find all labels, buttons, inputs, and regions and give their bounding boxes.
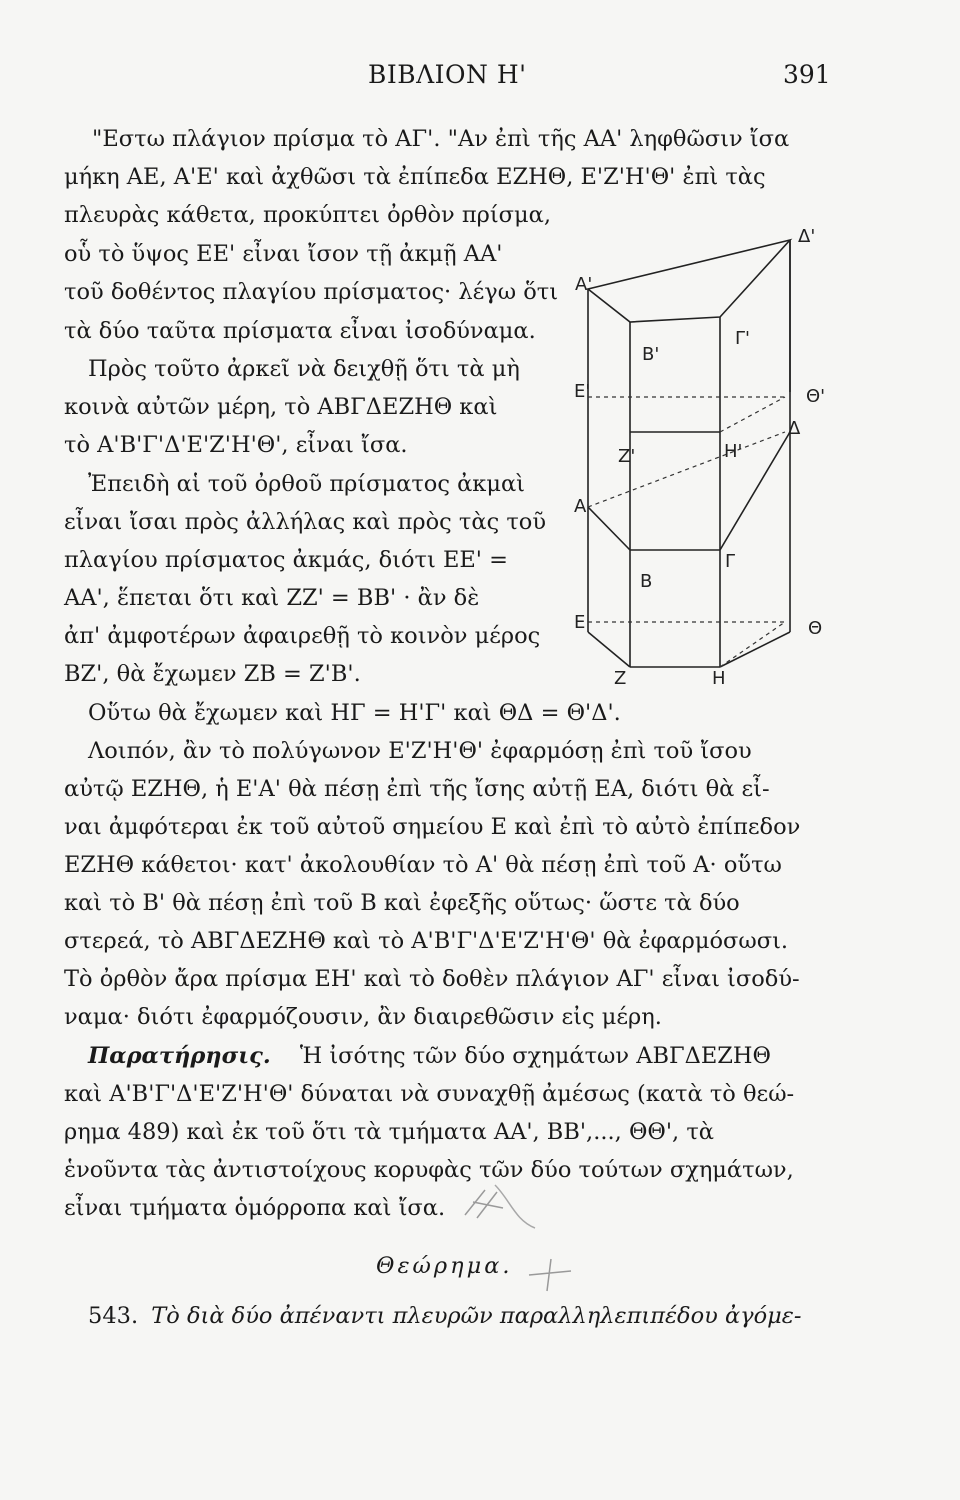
- text-line: ΒΖ', θὰ ἔχωμεν ΖΒ = Ζ'Β'.: [64, 661, 361, 687]
- label-E: E: [574, 612, 586, 633]
- text-line: Τὸ ὀρθὸν ἄρα πρίσμα ΕΗ' καὶ τὸ δοθὲν πλάγιον ΑΓ' εἶναι ἰσοδύ-: [64, 966, 800, 992]
- text-line: τὰ δύο ταῦτα πρίσματα εἶναι ἰσοδύναμα.: [64, 318, 536, 344]
- text-line: Λοιπόν, ἂν τὸ πολύγωνον Ε'Ζ'Η'Θ' ἐφαρμόσῃ ἐπὶ τοῦ ἴσου: [88, 738, 752, 764]
- text-line: πλαγίου πρίσματος ἀκμάς, διότι ΕΕ' =: [64, 547, 509, 573]
- text-line: ναμα· διότι ἐφαρμόζουσιν, ἂν διαιρεθῶσιν εἰς μέρη.: [64, 1004, 662, 1030]
- text-line: ναι ἀμφότεραι ἐκ τοῦ αὐτοῦ σημείου Ε καὶ ἐπὶ τὸ αὐτὸ ἐπίπεδον: [64, 814, 801, 840]
- label-Z: Z: [614, 668, 627, 689]
- label-H: H: [712, 668, 726, 689]
- text-line: κοινὰ αὐτῶν μέρη, τὸ ΑΒΓΔΕΖΗΘ καὶ: [64, 394, 498, 420]
- theorem-number: 543.: [88, 1303, 139, 1329]
- prism-figure: [560, 212, 850, 702]
- text-line: ἀπ' ἀμφοτέρων ἀφαιρεθῇ τὸ κοινὸν μέρος: [64, 623, 541, 649]
- theorem-line: [88, 1305, 801, 1328]
- text-line: ΕΖΗΘ κάθετοι· κατ' ἀκολουθίαν τὸ Α' θὰ πέσῃ ἐπὶ τοῦ Α· οὕτω: [64, 852, 782, 878]
- text-line: ΑΑ', ἕπεται ὅτι καὶ ΖΖ' = ΒΒ' · ἂν δὲ: [64, 585, 480, 611]
- running-header: ΒΙΒΛΙΟΝ Η': [368, 60, 527, 89]
- label-D-prime: Δ': [798, 226, 816, 247]
- text-line: πλευρὰς κάθετα, προκύπτει ὀρθὸν πρίσμα,: [64, 202, 551, 228]
- text-line: Πρὸς τοῦτο ἀρκεῖ νὰ δειχθῇ ὅτι τὰ μὴ: [88, 356, 520, 382]
- remark-text: Ἡ ἰσότης τῶν δύο σχημάτων ΑΒΓΔΕΖΗΘ: [299, 1043, 771, 1069]
- label-A-prime: A': [575, 274, 593, 295]
- text-line: τὸ Α'Β'Γ'Δ'Ε'Ζ'Η'Θ', εἶναι ἴσα.: [64, 432, 408, 458]
- text-line: μήκη ΑΕ, Α'Ε' καὶ ἀχθῶσι τὰ ἐπίπεδα ΕΖΗΘ, Ε'Ζ'Η'Θ' ἐπὶ τὰς: [64, 164, 766, 190]
- label-Th: Θ: [808, 618, 823, 639]
- label-Z-prime: Z': [618, 446, 636, 467]
- text-line: στερεά, τὸ ΑΒΓΔΕΖΗΘ καὶ τὸ Α'Β'Γ'Δ'Ε'Ζ'Η'Θ' θὰ ἐφαρμόσωσι.: [64, 928, 789, 954]
- edge-line: [588, 507, 630, 550]
- theorem-text: Τὸ διὰ δύο ἀπέναντι πλευρῶν παραλληλεπιπέδου ἀγόμε-: [151, 1303, 802, 1329]
- text-line: εἶναι ἴσαι πρὸς ἀλλήλας καὶ πρὸς τὰς τοῦ: [64, 509, 547, 535]
- edge-line: [588, 632, 630, 667]
- label-B: B: [640, 571, 653, 592]
- label-H-prime: H': [724, 441, 743, 462]
- prism-diagram: [560, 212, 850, 702]
- remark-line: [88, 1045, 771, 1068]
- label-Th-prime: Θ': [806, 386, 826, 407]
- text-line: ἑνοῦντα τὰς ἀντιστοίχους κορυφὰς τῶν δύο τούτων σχημάτων,: [64, 1157, 794, 1183]
- text-line: τοῦ δοθέντος πλαγίου πρίσματος· λέγω ὅτι: [64, 279, 559, 305]
- pencil-cross-mark: [525, 1255, 575, 1295]
- theorem-heading: Θεώρημα.: [376, 1253, 513, 1279]
- remark-label: Παρατήρησις.: [88, 1043, 271, 1069]
- dashed-line: [720, 622, 785, 667]
- label-G-prime: Γ': [735, 328, 750, 349]
- label-D: Δ: [788, 418, 801, 439]
- page-number: 391: [783, 60, 831, 89]
- label-A: A: [574, 496, 587, 517]
- label-E-prime: E': [574, 381, 591, 402]
- text-line: Οὕτω θὰ ἔχωμεν καὶ ΗΓ = Η'Γ' καὶ ΘΔ = Θ'Δ'.: [88, 700, 621, 726]
- edge-line: [720, 632, 790, 667]
- label-G: Γ: [725, 551, 736, 572]
- text-line: οὗ τὸ ὕψος ΕΕ' εἶναι ἴσον τῇ ἀκμῇ ΑΑ': [64, 241, 503, 267]
- text-line: "Εστω πλάγιον πρίσμα τὸ ΑΓ'. "Αν ἐπὶ τῆς ΑΑ' ληφθῶσιν ἴσα: [92, 126, 790, 152]
- dashed-line: [720, 397, 785, 432]
- dashed-line: [588, 432, 785, 507]
- text-line: ρημα 489) καὶ ἐκ τοῦ ὅτι τὰ τμήματα ΑΑ', ΒΒ',..., ΘΘ', τὰ: [64, 1119, 714, 1145]
- text-line: Ἐπειδὴ αἱ τοῦ ὀρθοῦ πρίσματος ἀκμαὶ: [88, 471, 525, 497]
- top-face: [588, 240, 790, 322]
- text-line: εἶναι τμήματα ὁμόρροπα καὶ ἴσα.: [64, 1195, 446, 1221]
- text-line: καὶ Α'Β'Γ'Δ'Ε'Ζ'Η'Θ' δύναται νὰ συναχθῇ ἀμέσως (κατὰ τὸ θεώ-: [64, 1081, 795, 1107]
- text-line: καὶ τὸ Β' θὰ πέσῃ ἐπὶ τοῦ Β καὶ ἐφεξῆς οὕτως· ὥστε τὰ δύο: [64, 890, 740, 916]
- text-line: αὐτῷ ΕΖΗΘ, ἡ Ε'Α' θὰ πέσῃ ἐπὶ τῆς ἴσης αὐτῇ ΕΑ, διότι θὰ εἶ-: [64, 776, 770, 802]
- label-B-prime: B': [642, 344, 660, 365]
- pencil-annotation: [455, 1180, 545, 1240]
